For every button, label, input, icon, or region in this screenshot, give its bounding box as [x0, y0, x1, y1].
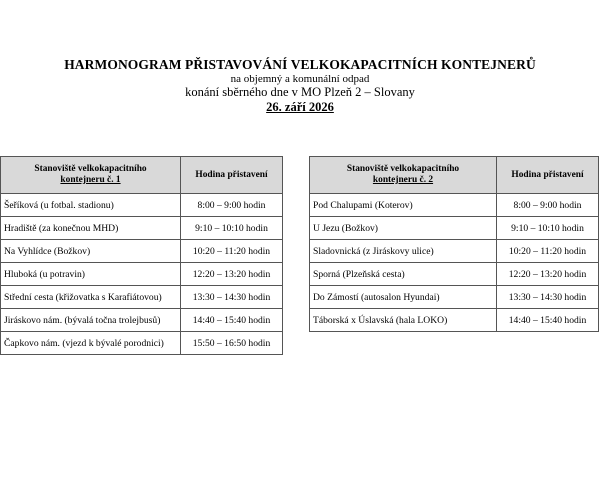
table-row	[1, 263, 283, 286]
location-cell: Jiráskovo nám. (bývalá točna trolejbusů)	[1, 309, 181, 332]
location-cell: Hradiště (za konečnou MHD)	[1, 217, 181, 240]
table-row	[1, 332, 283, 355]
schedule-table-container-2	[309, 156, 599, 332]
table-header-row	[310, 157, 599, 194]
column-header-location	[1, 157, 181, 194]
time-cell: 10:20 – 11:20 hodin	[497, 240, 599, 263]
table-row	[1, 309, 283, 332]
time-cell: 14:40 – 15:40 hodin	[497, 309, 599, 332]
location-cell: Čapkovo nám. (vjezd k bývalé porodnici)	[1, 332, 181, 355]
table-row	[1, 217, 283, 240]
location-cell: Střední cesta (křižovatka s Karafiátovou)	[1, 286, 181, 309]
header-location-line2: kontejneru č. 2	[372, 175, 434, 185]
document-date: 26. září 2026	[266, 100, 334, 114]
table-row	[310, 263, 599, 286]
table-row	[310, 194, 599, 217]
table-row	[310, 217, 599, 240]
column-header-location	[310, 157, 497, 194]
table-row	[1, 240, 283, 263]
table-header-row	[1, 157, 283, 194]
header-location-line1: Stanoviště velkokapacitního	[346, 164, 460, 174]
time-cell: 14:40 – 15:40 hodin	[181, 309, 283, 332]
time-cell: 8:00 – 9:00 hodin	[497, 194, 599, 217]
table-row	[1, 194, 283, 217]
schedule-table-container-1	[0, 156, 283, 355]
location-cell: Na Vyhlídce (Božkov)	[1, 240, 181, 263]
time-cell: 9:10 – 10:10 hodin	[497, 217, 599, 240]
time-cell: 13:30 – 14:30 hodin	[181, 286, 283, 309]
location-cell: Šeříková (u fotbal. stadionu)	[1, 194, 181, 217]
location-cell: Do Zámostí (autosalon Hyundai)	[310, 286, 497, 309]
table-row	[310, 240, 599, 263]
document-title: HARMONOGRAM PŘISTAVOVÁNÍ VELKOKAPACITNÍCH KONTEJNERŮ	[64, 57, 536, 72]
table-row	[1, 286, 283, 309]
location-cell: Pod Chalupami (Koterov)	[310, 194, 497, 217]
time-cell: 13:30 – 14:30 hodin	[497, 286, 599, 309]
column-header-time: Hodina přistavení	[497, 157, 599, 194]
time-cell: 15:50 – 16:50 hodin	[181, 332, 283, 355]
time-cell: 9:10 – 10:10 hodin	[181, 217, 283, 240]
document-subtitle-event: konání sběrného dne v MO Plzeň 2 – Slovany	[185, 85, 415, 99]
location-cell: Sladovnická (z Jiráskovy ulice)	[310, 240, 497, 263]
time-cell: 12:20 – 13:20 hodin	[497, 263, 599, 286]
time-cell: 12:20 – 13:20 hodin	[181, 263, 283, 286]
header-location-line2: kontejneru č. 1	[60, 175, 121, 185]
column-header-time: Hodina přistavení	[181, 157, 283, 194]
location-cell: Táborská x Úslavská (hala LOKO)	[310, 309, 497, 332]
location-cell: Hluboká (u potravin)	[1, 263, 181, 286]
table-row	[310, 309, 599, 332]
table-row	[310, 286, 599, 309]
time-cell: 10:20 – 11:20 hodin	[181, 240, 283, 263]
document-header	[0, 56, 600, 115]
location-cell: U Jezu (Božkov)	[310, 217, 497, 240]
document-subtitle-waste-type: na objemný a komunální odpad	[230, 73, 370, 85]
location-cell: Sporná (Plzeňská cesta)	[310, 263, 497, 286]
time-cell: 8:00 – 9:00 hodin	[181, 194, 283, 217]
header-location-line1: Stanoviště velkokapacitního	[34, 164, 147, 174]
